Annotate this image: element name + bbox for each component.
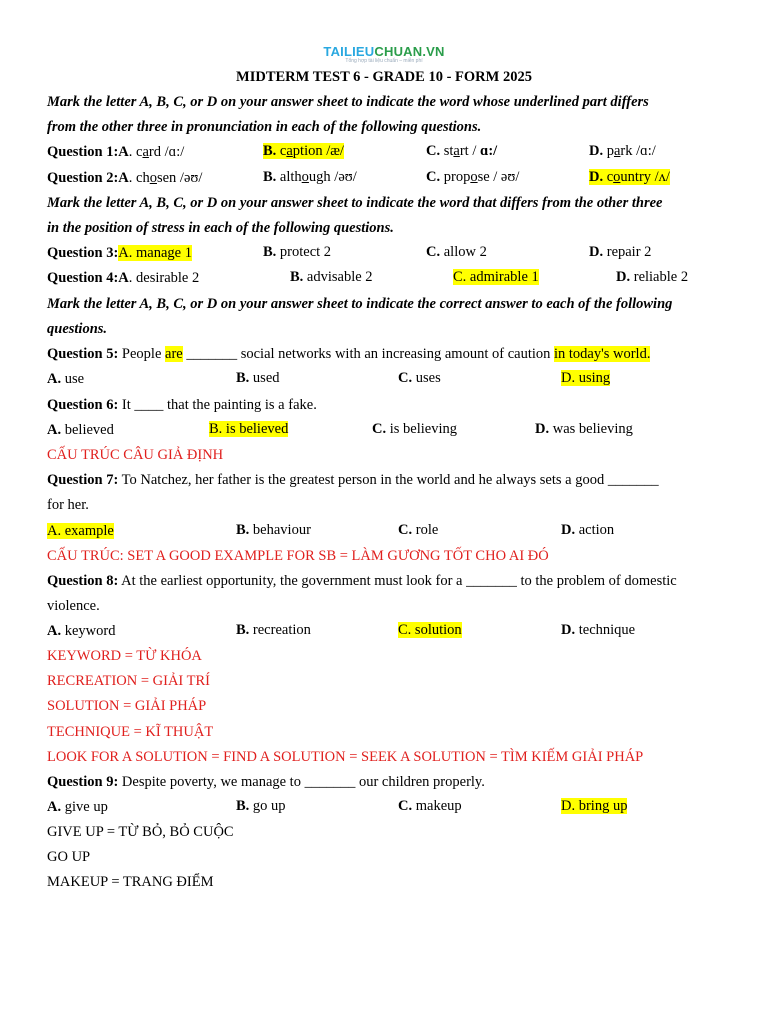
instruction-correct-2: questions. — [47, 321, 108, 337]
underlined-letter: a — [142, 144, 149, 160]
q3-option-d — [589, 244, 651, 261]
option-letter: B. — [263, 244, 277, 260]
question-label: Question 5: — [47, 346, 119, 362]
option-text: untry /ʌ/ — [620, 169, 670, 185]
underlined-letter: o — [301, 169, 309, 185]
q8-note: KEYWORD = TỪ KHÓA — [47, 648, 202, 664]
option-text: st — [443, 143, 454, 159]
option-text: c — [279, 143, 287, 159]
option-letter: A. — [47, 799, 62, 815]
underlined-letter: a — [286, 143, 293, 159]
option-text: se / əʊ/ — [477, 169, 520, 185]
instruction-stress-2: in the position of stress in each of the following questions. — [47, 220, 394, 236]
option-text: makeup — [415, 798, 462, 814]
q6-option-d — [535, 421, 633, 438]
q8-option-a — [47, 622, 115, 640]
question-label: Question 9: — [47, 774, 119, 790]
q9-option-a — [47, 798, 108, 816]
option-letter: D. — [535, 421, 550, 437]
option-text: ɑ:/ — [479, 143, 498, 159]
option-text: action — [578, 522, 615, 538]
option-text: C. solution — [398, 622, 462, 638]
logo-main: TAILIEU — [323, 44, 375, 59]
q6-option-b — [209, 421, 288, 438]
instruction-pronunciation-2: from the other three in pronunciation in each of the following questions. — [47, 119, 482, 135]
option-letter: A — [118, 170, 129, 186]
highlighted-word: are — [165, 346, 183, 362]
logo-tagline: Tổng hợp tài liệu chuẩn – miễn phí — [345, 58, 423, 64]
q5-option-a — [47, 370, 84, 388]
q9-option-d — [561, 798, 627, 815]
q1-option-d — [589, 143, 656, 160]
option-letter: D. — [561, 622, 576, 638]
option-text: prop — [443, 169, 471, 185]
q5-option-d — [561, 370, 610, 387]
option-text: ption /æ/ — [292, 143, 344, 159]
option-text: technique — [578, 622, 636, 638]
q3-option-c — [426, 244, 487, 261]
question-4 — [47, 269, 199, 287]
option-text: was believing — [552, 421, 633, 437]
option-letter: D. — [589, 143, 604, 159]
option-text: used — [252, 370, 280, 386]
q8-note: TECHNIQUE = KĨ THUẬT — [47, 724, 214, 740]
option-text: advisable 2 — [306, 269, 373, 285]
underlined-letter: o — [613, 169, 621, 185]
q8-option-b — [236, 622, 311, 639]
q8-option-d — [561, 622, 635, 639]
option-letter: A. — [47, 623, 62, 639]
option-text: c — [136, 144, 143, 160]
question-label: Question 8: — [47, 573, 119, 589]
q2-option-b — [263, 169, 357, 186]
option-text: ugh /əʊ/ — [308, 169, 357, 185]
instruction-stress-1: Mark the letter A, B, C, or D on your answer sheet to indicate the word that differs from the other three — [47, 195, 663, 211]
option-letter: B. — [236, 370, 250, 386]
option-letter: C. — [398, 522, 413, 538]
q9-note: GO UP — [47, 849, 91, 865]
option-text: A. example — [47, 523, 114, 539]
q8-note: RECREATION = GIẢI TRÍ — [47, 673, 210, 689]
question-7 — [47, 471, 659, 489]
q7-note: CẤU TRÚC: SET A GOOD EXAMPLE FOR SB = LÀM GƯƠNG TỐT CHO AI ĐÓ — [47, 548, 549, 564]
question-2: Question 2:A. chosen /əʊ/ — [47, 170, 203, 186]
question-1: Question 1:A. card /ɑ:/ — [47, 144, 185, 160]
option-text: uses — [415, 370, 441, 386]
option-letter: C. — [372, 421, 387, 437]
underlined-letter: o — [470, 169, 478, 185]
q7-option-b — [236, 522, 311, 539]
option-letter: C. — [398, 370, 413, 386]
q6-option-a — [47, 421, 114, 439]
option-letter: B. — [290, 269, 304, 285]
q8-option-c — [398, 622, 462, 639]
option-text: use — [64, 371, 85, 387]
question-7-cont: for her. — [47, 497, 89, 513]
q4-option-d — [616, 269, 688, 286]
instruction-pronunciation-1: Mark the letter A, B, C, or D on your answer sheet to indicate the word whose underlined part differs — [47, 94, 649, 110]
q7-option-a — [47, 522, 114, 540]
option-letter: B. — [236, 798, 250, 814]
q6-note: CẤU TRÚC CÂU GIẢ ĐỊNH — [47, 447, 224, 463]
option-text: is believing — [389, 421, 457, 437]
option-text: . desirable 2 — [128, 270, 200, 286]
option-text: ch — [136, 170, 150, 186]
option-text: believed — [64, 422, 114, 438]
q9-option-b — [236, 798, 286, 815]
q3-option-a: A. manage 1 — [118, 245, 192, 261]
option-letter: C. — [426, 169, 441, 185]
option-letter: A. — [47, 422, 62, 438]
option-text: D. bring up — [561, 798, 628, 814]
option-text: rk /ɑ:/ — [620, 143, 656, 159]
question-8 — [47, 572, 677, 590]
option-letter: D. — [616, 269, 631, 285]
option-text: recreation — [252, 622, 311, 638]
site-logo — [0, 44, 768, 64]
underlined-letter: a — [613, 143, 621, 159]
option-letter: D. — [589, 244, 604, 260]
q4-option-b — [290, 269, 373, 286]
q2-option-d — [589, 169, 670, 186]
option-text: protect 2 — [279, 244, 332, 260]
underlined-letter: o — [149, 170, 157, 186]
q5-option-c — [398, 370, 441, 387]
option-letter: B. — [263, 169, 277, 185]
option-text: keyword — [64, 623, 116, 639]
q2-option-c — [426, 169, 519, 186]
question-label: Question 7: — [47, 472, 119, 488]
question-label: Question 4: — [47, 270, 119, 286]
option-text: go up — [252, 798, 286, 814]
instruction-correct-1: Mark the letter A, B, C, or D on your answer sheet to indicate the correct answer to each of the following — [47, 296, 673, 312]
option-letter: B. — [263, 143, 277, 159]
option-text: c — [606, 169, 614, 185]
option-text: allow 2 — [443, 244, 487, 260]
q7-option-d — [561, 522, 614, 539]
q7-option-c — [398, 522, 438, 539]
question-text: People — [118, 346, 166, 362]
option-text: behaviour — [252, 522, 311, 538]
question-8-cont: violence. — [47, 598, 100, 614]
question-text: _______ social networks with an increasing amount of caution — [182, 346, 554, 362]
option-letter: A. — [47, 371, 62, 387]
q4-option-c — [453, 269, 539, 286]
q5-option-b — [236, 370, 280, 387]
question-text: To Natchez, her father is the greatest person in the world and he always sets a good _______ — [118, 472, 659, 488]
option-letter: A — [118, 270, 129, 286]
q3-option-b — [263, 244, 331, 261]
q1-option-c — [426, 143, 497, 160]
question-text: Despite poverty, we manage to _______ our children properly. — [118, 774, 485, 790]
question-label: Question 6: — [47, 397, 119, 413]
question-6 — [47, 396, 317, 414]
question-text: It ____ that the painting is a fake. — [118, 397, 317, 413]
option-letter: B. — [236, 522, 250, 538]
q8-note: SOLUTION = GIẢI PHÁP — [47, 698, 207, 714]
highlighted-phrase: in today's world. — [554, 346, 651, 362]
q8-note: LOOK FOR A SOLUTION = FIND A SOLUTION = SEEK A SOLUTION = TÌM KIẾM GIẢI PHÁP — [47, 749, 644, 765]
option-text: rt / — [459, 143, 480, 159]
option-letter: C. — [426, 143, 441, 159]
option-text: sen /əʊ/ — [156, 170, 203, 186]
option-text: p — [606, 143, 614, 159]
option-text: B. is believed — [209, 421, 289, 437]
logo-accent: CHUAN.VN — [374, 44, 445, 59]
question-label: Question 2: — [47, 170, 119, 186]
q9-option-c — [398, 798, 462, 815]
option-letter: C. — [398, 798, 413, 814]
option-letter: D. — [589, 169, 604, 185]
option-text: give up — [64, 799, 108, 815]
option-text: repair 2 — [606, 244, 652, 260]
question-label: Question 1: — [47, 144, 119, 160]
option-text: alth — [279, 169, 302, 185]
option-text: role — [415, 522, 439, 538]
option-letter: D. — [561, 522, 576, 538]
q6-option-c — [372, 421, 457, 438]
option-letter: A — [118, 144, 129, 160]
option-text: C. admirable 1 — [453, 269, 539, 285]
q1-option-b — [263, 143, 344, 160]
question-9 — [47, 773, 485, 791]
option-text: reliable 2 — [633, 269, 689, 285]
option-letter: C. — [426, 244, 441, 260]
underlined-letter: a — [453, 143, 460, 159]
option-text: rd /ɑ:/ — [148, 144, 185, 160]
q9-note: MAKEUP = TRANG ĐIỂM — [47, 874, 214, 890]
question-text: At the earliest opportunity, the government must look for a _______ to the problem of domestic — [118, 573, 677, 589]
question-5 — [47, 345, 650, 363]
option-letter: B. — [236, 622, 250, 638]
question-3 — [47, 244, 192, 262]
option-text: D. using — [561, 370, 611, 386]
question-label: Question 3: — [47, 245, 119, 261]
page-title: MIDTERM TEST 6 - GRADE 10 - FORM 2025 — [236, 69, 532, 85]
q9-note: GIVE UP = TỪ BỎ, BỎ CUỘC — [47, 824, 234, 840]
